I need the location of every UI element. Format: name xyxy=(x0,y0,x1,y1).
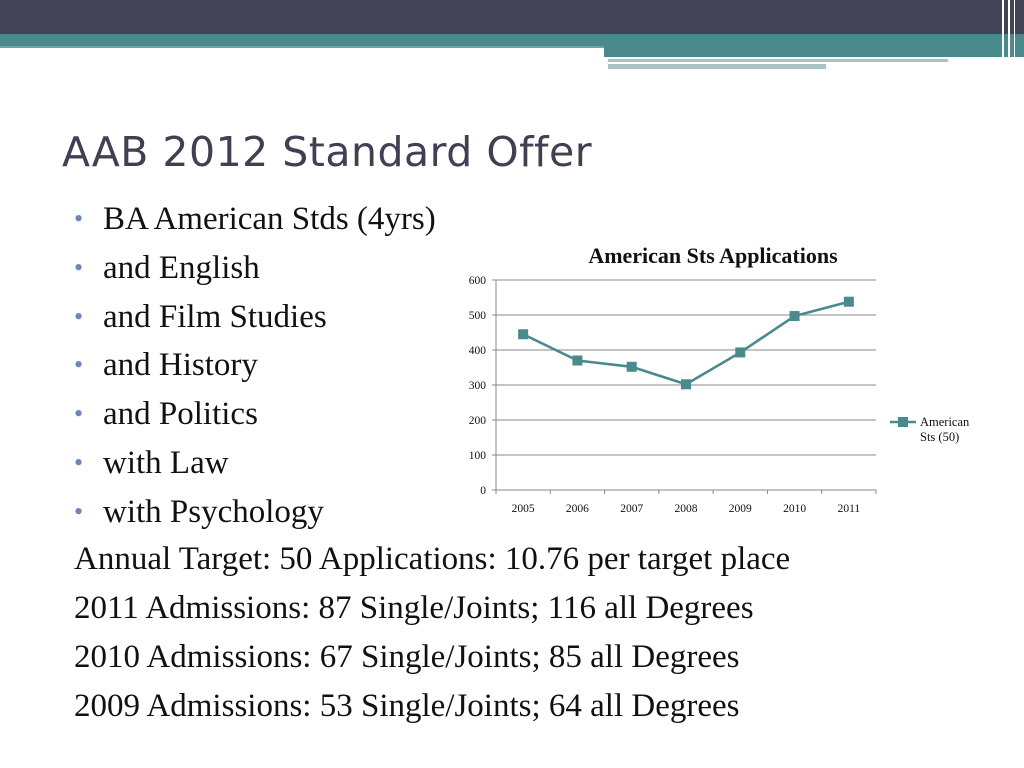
header-thin-line xyxy=(608,64,826,69)
header-divider xyxy=(0,46,604,48)
chart-title: American Sts Applications xyxy=(588,243,838,268)
bullet-item xyxy=(74,439,436,488)
y-tick-label: 500 xyxy=(468,310,486,322)
bullet-icon: • xyxy=(74,496,84,526)
x-tick-label: 2006 xyxy=(565,503,589,515)
bullet-text: and Politics xyxy=(103,396,258,433)
facts-block xyxy=(74,535,790,731)
bullet-icon: • xyxy=(74,447,84,477)
bullet-text: and History xyxy=(103,347,258,384)
legend-label: American Sts (50) xyxy=(920,415,970,444)
data-point xyxy=(627,362,637,372)
data-point xyxy=(518,329,528,339)
x-tick-label: 2011 xyxy=(837,503,861,515)
x-tick-label: 2009 xyxy=(728,503,752,515)
x-tick-label: 2008 xyxy=(674,503,698,515)
header-stripes xyxy=(994,0,1024,70)
bullet-icon: • xyxy=(74,301,84,331)
bullet-text: with Psychology xyxy=(103,493,324,530)
bullet-item xyxy=(74,293,436,342)
applications-chart xyxy=(440,238,1000,528)
y-tick-label: 0 xyxy=(480,485,486,497)
bullet-icon: • xyxy=(74,399,84,429)
fact-line: 2010 Admissions: 67 Single/Joints; 85 all Degrees xyxy=(74,639,740,675)
data-point xyxy=(572,356,582,366)
fact-line: 2009 Admissions: 53 Single/Joints; 64 all Degrees xyxy=(74,688,740,724)
data-point xyxy=(844,297,854,307)
bullet-text: and English xyxy=(103,249,260,286)
bullet-list xyxy=(74,195,436,537)
bullet-text: with Law xyxy=(103,444,229,481)
bullet-text: and Film Studies xyxy=(103,298,327,335)
bullet-item xyxy=(74,244,436,293)
x-tick-label: 2007 xyxy=(620,503,644,515)
slide-title: AAB 2012 Standard Offer xyxy=(62,128,593,176)
legend-marker-icon xyxy=(898,417,908,427)
header-thin-line xyxy=(608,59,948,62)
header-band xyxy=(0,0,1024,34)
x-tick-label: 2005 xyxy=(511,503,535,515)
chart-svg xyxy=(440,238,1000,528)
data-point xyxy=(735,347,745,357)
y-tick-label: 200 xyxy=(468,415,486,427)
y-tick-label: 300 xyxy=(468,380,486,392)
bullet-item xyxy=(74,341,436,390)
y-tick-label: 600 xyxy=(468,275,486,287)
bullet-icon: • xyxy=(74,350,84,380)
data-point xyxy=(681,379,691,389)
y-tick-label: 400 xyxy=(468,345,486,357)
fact-line: 2011 Admissions: 87 Single/Joints; 116 all Degrees xyxy=(74,590,754,626)
bullet-item xyxy=(74,488,436,537)
bullet-text: BA American Stds (4yrs) xyxy=(103,201,436,237)
x-tick-label: 2010 xyxy=(783,503,807,515)
bullet-item xyxy=(74,390,436,439)
series-line xyxy=(523,302,849,385)
fact-line: Annual Target: 50 Applications: 10.76 per target place xyxy=(74,541,791,577)
y-tick-label: 100 xyxy=(468,450,486,462)
data-point xyxy=(790,311,800,321)
header-accent-band-lower xyxy=(604,47,1024,57)
bullet-icon: • xyxy=(74,204,84,233)
bullet-icon: • xyxy=(74,252,84,282)
bullet-item xyxy=(74,195,436,244)
